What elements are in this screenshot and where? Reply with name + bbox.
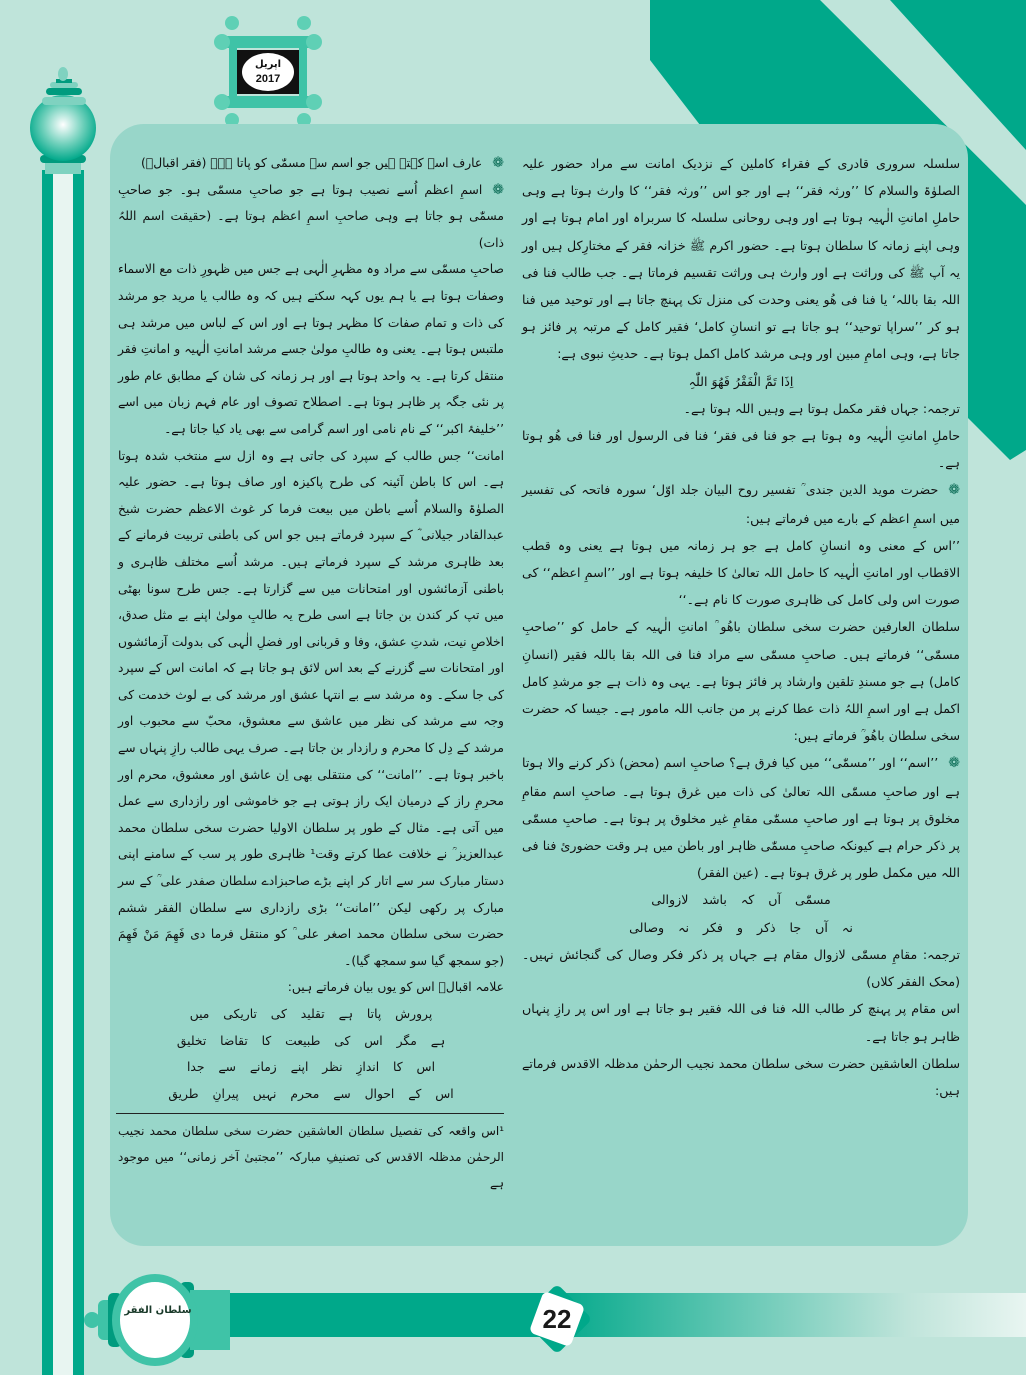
paragraph: صاحبِ مسمّٰی سے مراد وہ مظہرِ الٰہی ہے جس میں ظہورِ ذات مع الاسماء وصفات ہوتا ہے یا ہم یوں کہہ سکتے ہیں کہ وہ طالب یا مرید جو مرشد کی ذات و تمام صفات کا مظہر ہوتا ہے اور اس کے لباس میں مرشد ہی ملتبس ہوتا ہے۔ یعنی وہ طالبِ مولیٰ جسے مرشد امانتِ الٰہیہ و امانتِ فقر منتقل کرتا ہے۔ یہ واحد ہوتا ہے اور ہر زمانہ کی شان کے مطابق عام طور پر نئی جگہ پر ظاہر ہوتا ہے۔ اصطلاح تصوف اور عام فہم زبان میں اسے ’’خلیفۂ اکبر‘‘ کے نام نامی اور اسم گرامی سے بھی یاد کیا جاتا ہے۔ [118, 262, 504, 436]
paragraph: سلطان العاشقین حضرت سخی سلطان محمد نجیب الرحمٰن مدظلہ الاقدس فرماتے ہیں: [522, 1055, 960, 1098]
verse-line: اس کا اندازِ نظر اپنے زمانے سے جدا [187, 1060, 435, 1075]
hadith-arabic: اِذَا تَمَّ الْفَقْرُ فَھُوَ اللّٰہِ [688, 373, 794, 389]
verse-line: پرورش پاتا ہے تقلید کی تاریکی میں [189, 1007, 433, 1021]
bullet-text: حضرت موید الدین جندی ؒ تفسیر روح البیان جلد اوّل‘ سورہ فاتحہ کی تفسیر میں اسمِ اعظم کے بارے میں فرماتے ہیں: [522, 482, 960, 526]
issue-badge [237, 50, 299, 94]
verse-line: ہے مگر اس کی طبیعت کا تقاضا تخلیق [176, 1033, 446, 1048]
footnote-divider [116, 1113, 504, 1114]
bullet-paragraph [118, 177, 504, 257]
paragraph: امانت‘‘ جس طالب کے سپرد کی جاتی ہے وہ ازل سے منتخب شدہ ہوتا ہے۔ اس کا باطن آئینہ کی طرح پاکیزہ اور صاف ہوتا ہے۔ حضور علیہ الصلوٰۃ والسلام اُسے باطن میں بیعت فرما کر غوث الاعظم حضرت شیخ عبدالقادر جیلانی ؓ کے سپرد فرماتے ہیں جو اس کی باطنی تربیت فرمانے کے بعد ظاہری مرشد کے سپرد فرماتے ہیں۔ مرشد اُسے مختلف ظاہری و باطنی آزمائشوں اور امتحانات میں سے گزارتا ہے۔ جس طرح سونا بھٹی میں تپ کر کندن بن جاتا ہے اسی طرح یہ طالبِ مولیٰ اپنے بے مثل صدق، اخلاصِ نیت، شدتِ عشق، وفا و قربانی اور فضلِ الٰہی کی بدولت آزمائشوں اور امتحانات سے گزرنے کے بعد اس لائق ہو جاتا ہے کہ امانت اس کے سپرد کی جا سکے۔ وہ مرشد سے بے انتہا عشق اور مرشد کی بے لوث خدمت کی وجہ سے مرشد کی نظر میں عاشق سے معشوق، محبّ سے محبوب اور مرشد کے دِل کا محرم و رازدار بن جاتا ہے۔ صرف یہی طالب رازِ پنہاں سے باخبر ہوتا ہے۔ ’’امانت‘‘ کی منتقلی بھی اِن عاشق اور معشوق، محرم اور محرمِ راز کے درمیان ایک راز ہوتی ہے جو خاموشی اور رازداری سے عمل میں آتی ہے۔ مثال کے طور پر سلطان الاولیا حضرت سخی سلطان محمد عبدالعزیز ؒ نے خلافت عطا کرتے وقت¹ ظاہری طور پر سب کے سامنے اپنی دستار مبارک سر سے اتار کر اپنے بڑے صاحبزادے سلطان صفدر علی ؒ کے سر مبارک پر رکھی لیکن ’’امانت‘‘ بڑی رازداری سے سلطان الفقر ششم حضرت سخی سلطان محمد اصغر علی ؒ کو منتقل فرما دی فَھِمَ مَنْ فَھِمَ (جو سمجھ گیا سو سمجھ گیا)۔ [118, 448, 504, 968]
bullet-paragraph [118, 150, 504, 177]
paragraph: ترجمہ: جہاں فقر مکمل ہوتا ہے وہیں اللہ ہوتا ہے۔ [683, 400, 960, 416]
bullet-text: عارف اسے کہتے ہیں جو اسم سے مسمّٰی کو پاتا ہے۔ (فقر اقبالؒ) [141, 156, 483, 170]
paragraph: سلسلہ سروری قادری کے فقراء کاملین کے نزدیک امانت سے مراد حضور علیہ الصلوٰۃ والسلام کا ’’ورثہ فقر‘‘ ہے اور جو اس ’’ورثہ فقر‘‘ کا وارث ہوتا ہے وہی حاملِ امانتِ الٰہیہ ہوتا ہے اور وہی روحانی سلسلہ کا سربراہ اور امام ہوتا ہے اور وہی اپنے زمانہ کا سلطان ہوتا ہے۔ حضور اکرم ﷺ خزانہ فقر کے مختارِکل ہیں اور یہ آپ ﷺ کی وراثت ہے اور وارث ہی وراثت تقسیم فرماتا ہے۔ جب طالب فنا فی اللہ بقا باللہ‘ یا فنا فی ھُو یعنی وحدت کی منزل تک پہنچ جاتا ہے اور توحید میں فنا ہو کر ’’سراپا توحید‘‘ ہو جاتا ہے تو انسانِ کامل‘ فقیر کامل کے مرتبہ پر فائز ہو جاتا ہے، وہی امامِ مبین اور وہی مرشد کامل اکمل ہوتا ہے۔ حدیثِ نبوی ہے: [522, 156, 960, 362]
bullet-text: اسمِ اعظم اُسے نصیب ہوتا ہے جو صاحبِ مسمّٰی ہو۔ جو صاحبِ مسمّٰی ہو جاتا ہے وہی صاحبِ اسمِ اعظم ہوتا ہے۔ (حقیقت اسم اللہُ ذات) [118, 182, 504, 250]
footnote: ¹اس واقعہ کی تفصیل سلطان العاشقین حضرت سخی سلطان محمد نجیب الرحمٰن مدظلہ الاقدس کی تصنیفِ مبارکہ ’’مجتبیٰ آخر زمانی‘‘ میں موجود ہے [118, 1124, 504, 1191]
lamp-post-icon [30, 67, 96, 1320]
paragraph: سلطان العارفین حضرت سخی سلطان باھُو ؒ امانتِ الٰہیہ کے حامل کو ’’صاحبِ مسمّٰی‘‘ فرماتے ہیں۔ صاحبِ مسمّٰی سے مراد فنا فی اللہ بقا باللہ فقیر (انسانِ کامل) ہے جو مسندِ تلقین وارشاد پر فائز ہوتا ہے۔ یہی وہ ذات ہے جو مرشدِ کامل اکمل ہے اور اسمِ اللہُ ذات عطا کرنے پر من جانب اللہ مامور ہے۔ جیسا کہ حضرت سخی سلطان باھُو ؒ فرماتے ہیں: [522, 619, 960, 744]
left-column [118, 150, 504, 1196]
paragraph: اس مقام پر پہنچ کر طالب اللہ فنا فی اللہ فقیر ہو جاتا ہے اور اس پر رازِ پنہاں ظاہر ہو جاتا ہے۔ [522, 1001, 960, 1044]
issue-month: اپریل [254, 59, 282, 70]
bullet-text: ’’اسم‘‘ اور ’’مسمّٰی‘‘ میں کیا فرق ہے؟ صاحبِ اسم (محض) ذکر کرنے والا ہوتا ہے اور صاحبِ مسمّٰی اللہ تعالیٰ کی ذات میں غرق ہوتا ہے۔ صاحبِ اسم مقامِ مخلوق پر ہوتا ہے اور صاحبِ مسمّٰی مقامِ غیر مخلوق پر ہوتا ہے۔ صاحبِ مسمّٰی پر ذکر حرام ہے کیونکہ صاحبِ مسمّٰی ظاہر اور باطن میں ہر وقت حضوریٔ فنا فی اللہ میں مکمل طور پر غرق ہوتا ہے۔ (عین الفقر) [522, 755, 960, 881]
verse-line: نہ آں جا ذکر و فکر نہ وصالی [629, 919, 853, 935]
bullet-paragraph [522, 476, 960, 531]
issue-year: 2017 [255, 73, 281, 85]
paragraph: علامہ اقبالؒ اس کو یوں بیان فرماتے ہیں: [287, 980, 504, 995]
right-column [522, 150, 960, 1104]
magazine-logo: سلطان الفقر [124, 1305, 192, 1316]
quote-paragraph: ’’اس کے معنی وہ انسانِ کامل ہے جو ہر زمانہ میں ہوتا ہے یعنی وہ قطب الاقطاب اور امانتِ الٰہیہ کا حامل اللہ تعالیٰ کا خلیفہ ہوتا ہے اور ’’اسمِ اعظم‘‘ کی صورت اس ولی کامل کی ظاہری صورت کا نام ہے۔‘‘ [522, 537, 960, 608]
bullet-paragraph [522, 749, 960, 886]
paragraph: ترجمہ: مقامِ مسمّٰی لازوال مقام ہے جہاں پر ذکر فکر وصال کی گنجائش نہیں۔ (محک الفقر کلاں) [522, 946, 960, 990]
flower-bullet-icon: ❁ [948, 482, 960, 499]
flower-bullet-icon: ❁ [492, 155, 504, 171]
verse-line: مسمّٰی آں کہ باشد لازوالی [651, 892, 831, 908]
verse-line: اس کے احوال سے محرم نہیں پیرانِ طریق [168, 1086, 454, 1101]
page-number: 22 [542, 1303, 572, 1334]
flower-bullet-icon: ❁ [492, 181, 504, 198]
paragraph: حاملِ امانتِ الٰہیہ وہ ہوتا ہے جو فنا فی فقر‘ فنا فی الرسول اور فنا فی ھُو ہوتا ہے۔ [522, 428, 960, 471]
flower-bullet-icon: ❁ [948, 755, 960, 772]
issue-badge-oval [242, 53, 294, 91]
